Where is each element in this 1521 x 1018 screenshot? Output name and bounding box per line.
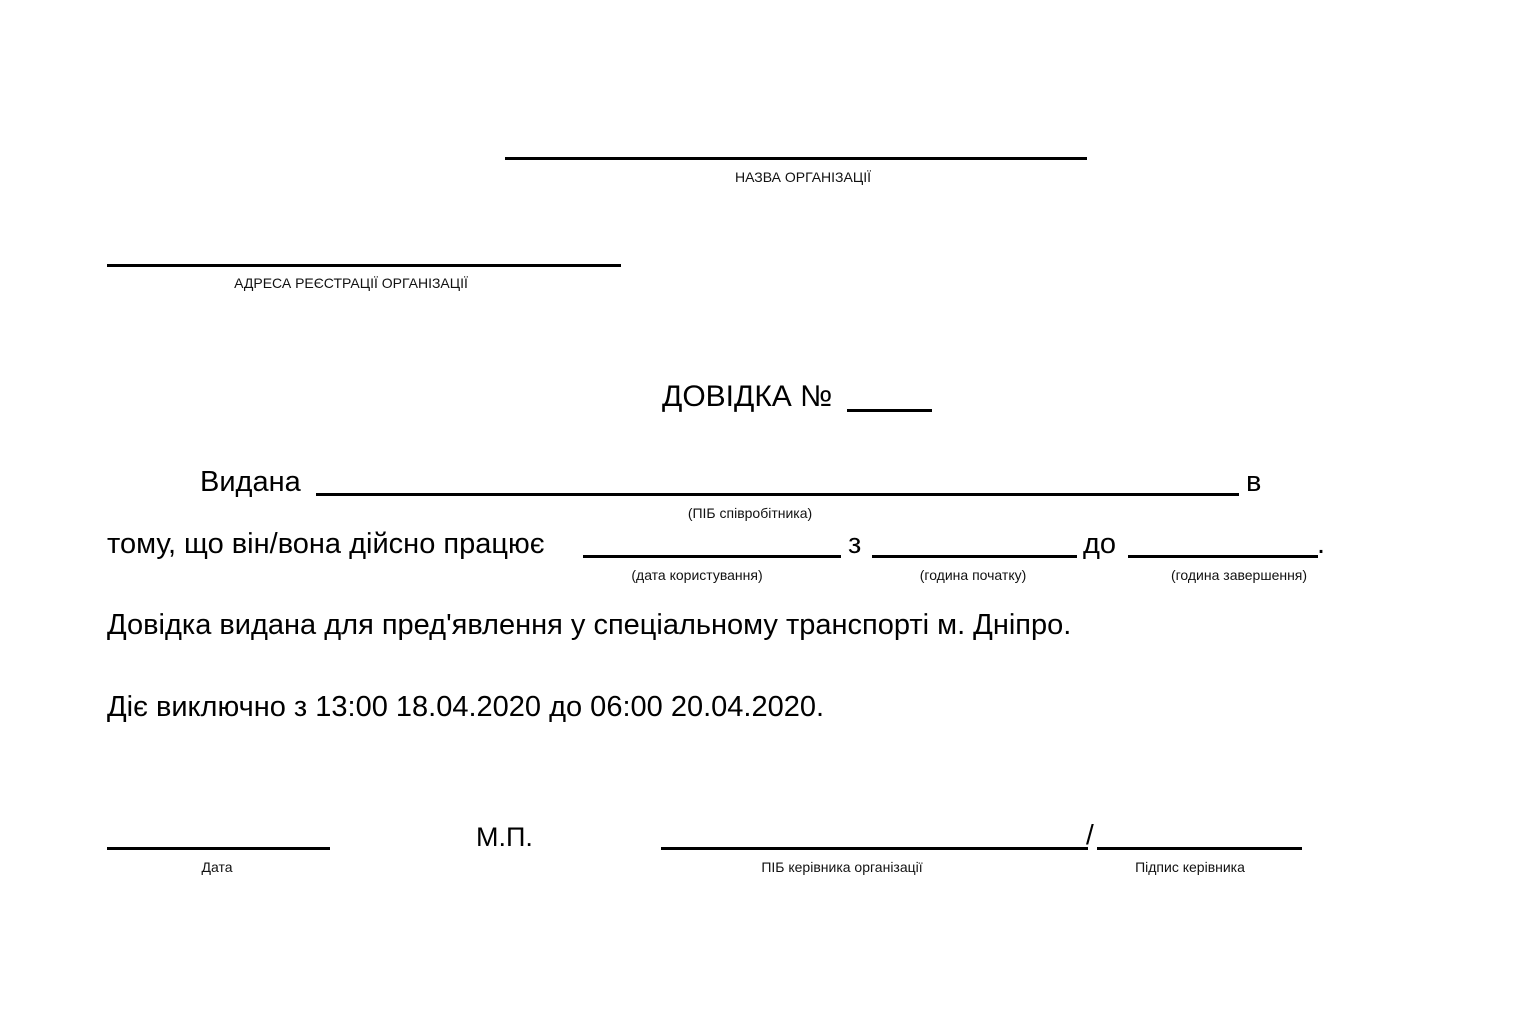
employee-name-caption: (ПІБ співробітника) [687, 505, 813, 521]
end-punctuation: . [1317, 528, 1326, 560]
org-address-field[interactable] [107, 264, 621, 267]
org-address-caption: АДРЕСА РЕЄСТРАЦІЇ ОРГАНІЗАЦІЇ [234, 275, 468, 291]
to-word: до [1083, 528, 1117, 560]
works-prefix: тому, що він/вона дійсно працює [107, 528, 545, 560]
end-time-caption: (година завершення) [1170, 567, 1308, 583]
purpose-text: Довідка видана для пред'явлення у спеціальному транспорті м. Дніпро. [107, 609, 1072, 641]
start-time-caption: (година початку) [919, 567, 1027, 583]
org-name-field[interactable] [505, 157, 1087, 160]
stamp-label: М.П. [476, 822, 533, 852]
head-name-field[interactable] [661, 847, 1088, 850]
from-word: з [848, 528, 862, 560]
date-signature-field[interactable] [107, 847, 330, 850]
signature-separator: / [1086, 819, 1094, 850]
validity-text: Діє виключно з 13:00 18.04.2020 до 06:00 20.04.2020. [107, 691, 825, 723]
org-name-caption: НАЗВА ОРГАНІЗАЦІЇ [735, 169, 871, 185]
usage-date-field[interactable] [583, 555, 841, 558]
end-time-field[interactable] [1128, 555, 1318, 558]
issued-suffix: в [1246, 466, 1262, 498]
head-name-caption: ПІБ керівника організації [761, 859, 923, 875]
document-title: ДОВІДКА № [662, 380, 833, 413]
certificate-number-field[interactable] [847, 409, 932, 412]
head-signature-caption: Підпис керівника [1135, 859, 1245, 875]
start-time-field[interactable] [872, 555, 1077, 558]
head-signature-field[interactable] [1097, 847, 1302, 850]
usage-date-caption: (дата користування) [631, 567, 763, 583]
issued-prefix: Видана [200, 466, 301, 498]
date-caption: Дата [201, 859, 233, 875]
employee-name-field[interactable] [316, 493, 1239, 496]
